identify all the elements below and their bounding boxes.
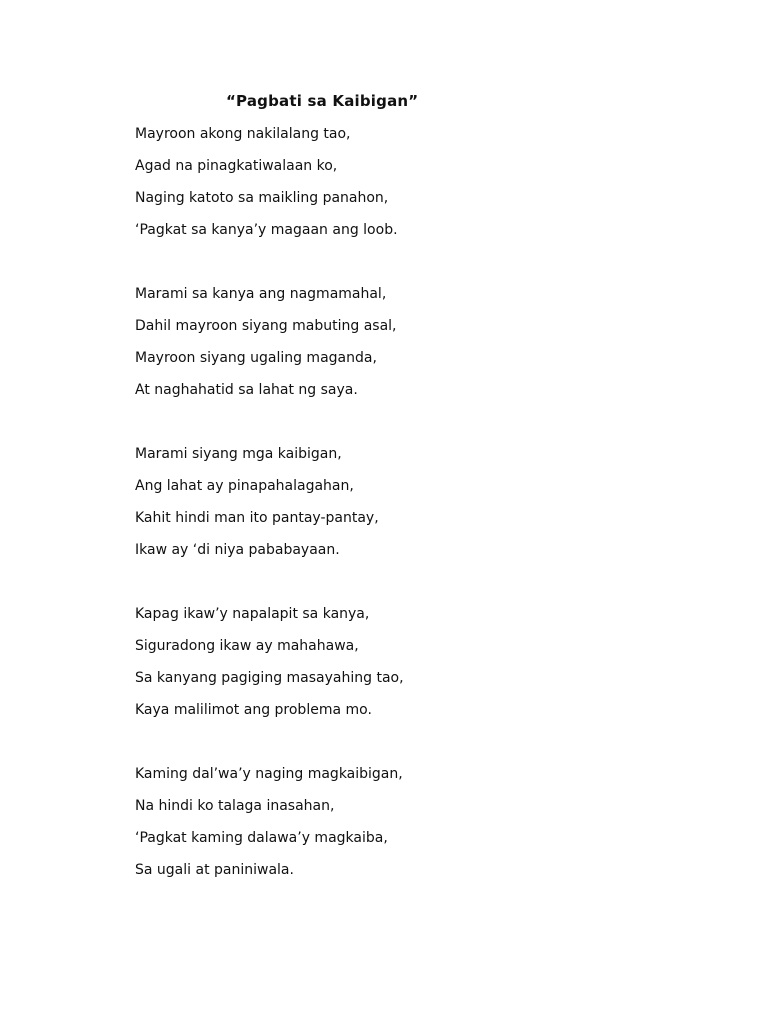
poem-line: Mayroon siyang ugaling maganda, — [135, 350, 377, 366]
poem-line: Sa kanyang pagiging masayahing tao, — [135, 670, 404, 686]
poem-line: Mayroon akong nakilalang tao, — [135, 126, 351, 142]
poem-line: Marami sa kanya ang nagmamahal, — [135, 286, 387, 302]
poem-line: Kapag ikaw’y napalapit sa kanya, — [135, 606, 370, 622]
poem-line: Sa ugali at paniniwala. — [135, 862, 294, 878]
poem-line: Na hindi ko talaga inasahan, — [135, 798, 335, 814]
poem-line: Dahil mayroon siyang mabuting asal, — [135, 318, 397, 334]
poem-line: Marami siyang mga kaibigan, — [135, 446, 342, 462]
poem-title: “Pagbati sa Kaibigan” — [226, 92, 419, 110]
poem-line: Siguradong ikaw ay mahahawa, — [135, 638, 359, 654]
poem-line: Kaya malilimot ang problema mo. — [135, 702, 372, 718]
poem-line: Kaming dal’wa’y naging magkaibigan, — [135, 766, 403, 782]
stanza-5 — [135, 763, 695, 891]
poem-line: ‘Pagkat sa kanya’y magaan ang loob. — [135, 222, 398, 238]
poem-line: Ikaw ay ‘di niya pababayaan. — [135, 542, 340, 558]
stanza-3 — [135, 443, 695, 571]
poem-body — [135, 123, 695, 891]
poem-line: ‘Pagkat kaming dalawa’y magkaiba, — [135, 830, 388, 846]
stanza-4 — [135, 603, 695, 731]
stanza-2 — [135, 283, 695, 411]
poem-line: Kahit hindi man ito pantay-pantay, — [135, 510, 379, 526]
poem-line: Naging katoto sa maikling panahon, — [135, 190, 389, 206]
poem-line: Agad na pinagkatiwalaan ko, — [135, 158, 338, 174]
stanza-1 — [135, 123, 695, 251]
poem-line: Ang lahat ay pinapahalagahan, — [135, 478, 354, 494]
poem-line: At naghahatid sa lahat ng saya. — [135, 382, 358, 398]
